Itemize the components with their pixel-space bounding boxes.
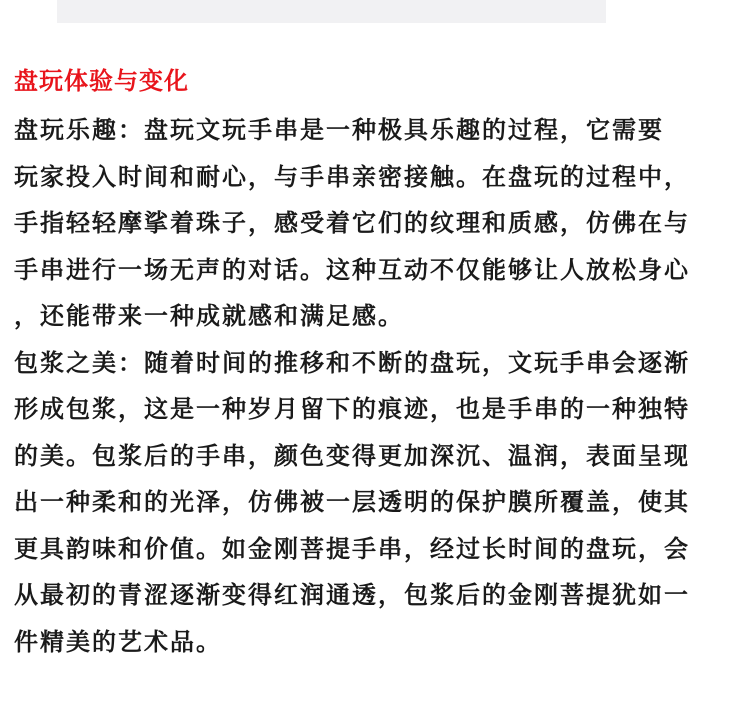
text-line: 件精美的艺术品。 — [14, 627, 222, 656]
text-line: 形成包浆，这是一种岁月留下的痕迹，也是手串的一种独特 — [14, 395, 690, 423]
text-line: 手串进行一场无声的对话。这种互动不仅能够让人放松身心 — [14, 255, 690, 284]
text-line: 更具韵味和价值。如金刚菩提手串，经过长时间的盘玩，会 — [14, 534, 690, 563]
top-product-image-edge — [57, 0, 606, 23]
text-line: 玩家投入时间和耐心，与手串亲密接触。在盘玩的过程中， — [14, 162, 690, 191]
section-title: 盘玩体验与变化 — [14, 67, 189, 95]
text-line: 盘玩乐趣：盘玩文玩手串是一种极具乐趣的过程，它需要 — [14, 116, 664, 144]
text-line: 出一种柔和的光泽，仿佛被一层透明的保护膜所覆盖，使其 — [14, 488, 690, 516]
text-line: ，还能带来一种成就感和满足感。 — [14, 302, 404, 330]
text-line: 包浆之美：随着时间的推移和不断的盘玩，文玩手串会逐渐 — [14, 348, 690, 377]
text-line: 从最初的青涩逐渐变得红润通透，包浆后的金刚菩提犹如一 — [14, 581, 690, 609]
text-line: 的美。包浆后的手串，颜色变得更加深沉、温润，表面呈现 — [14, 441, 690, 470]
article-body — [14, 107, 744, 665]
text-line: 手指轻轻摩挲着珠子，感受着它们的纹理和质感，仿佛在与 — [14, 209, 690, 237]
